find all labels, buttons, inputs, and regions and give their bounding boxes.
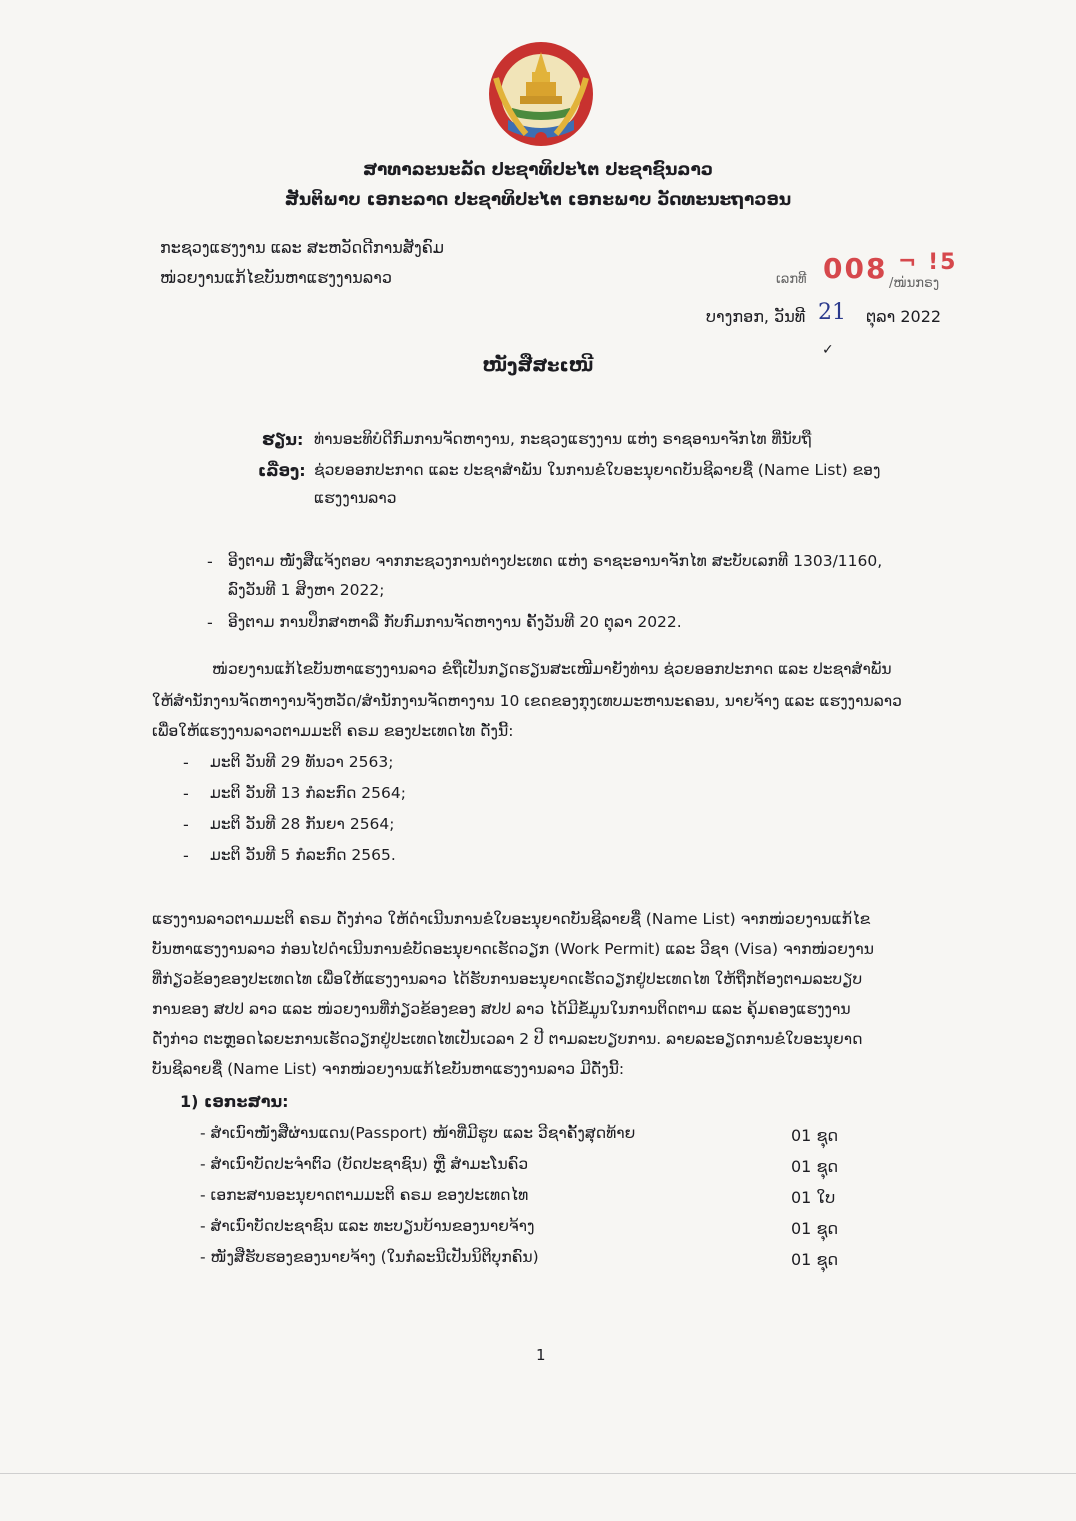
ref-number: 008 (823, 252, 888, 285)
page-number: 1 (536, 1346, 546, 1364)
paragraph2-line4: ການຂອງ ສປປ ລາວ ແລະ ໜ່ວຍງານທີ່ກ່ຽວຂ້ອງຂອງ ສປປ ລາວ ໄດ້ມີຂໍ້ມູນໃນການຕິດຕາມ ແລະ ຄຸ້ມຄອງແຮງງານ (152, 1000, 851, 1018)
date-prefix: ບາງກອກ, ວັນທີ (706, 307, 806, 326)
subject-label: ເລື່ອງ: (258, 461, 306, 480)
paragraph2-line2: ບັນຫາແຮງງານລາວ ກ່ອນໄປດຳເນີນການຂໍບັດອະນຸຍາດເຮັດວຽກ (Work Permit) ແລະ ວີຊາ (Visa) ຈາກໜ່ວຍງານ (152, 940, 874, 958)
document-qty-2: 01 ຊຸດ (791, 1157, 839, 1176)
resolution-1: ມະຕິ ວັນທີ 29 ທັນວາ 2563; (210, 753, 394, 771)
document-item-3: - ເອກະສານອະນຸຍາດຕາມມະຕິ ຄຣມ ຂອງປະເທດໄທ (200, 1186, 529, 1204)
national-header-line2: ສັນຕິພາບ ເອກະລາດ ປະຊາທິປະໄຕ ເອກະພາບ ວັດທະນະຖາວອນ (284, 190, 792, 210)
reference-1-line1: ອີງຕາມ ໜັງສືແຈ້ງຕອບ ຈາກກະຊວງການຕ່າງປະເທດ ແຫ່ງ ຣາຊະອານາຈັກໄທ ສະບັບເລກທີ 1303/1160, (228, 552, 883, 570)
scan-edge-line (0, 1473, 1076, 1474)
paragraph2-line6: ບັນຊີລາຍຊື່ (Name List) ຈາກໜ່ວຍງານແກ້ໄຂບັນຫາແຮງງານລາວ ມີດັ່ງນີ້: (152, 1060, 625, 1078)
document-item-2: - ສຳເນົາບັດປະຈຳຕົວ (ບັດປະຊາຊົນ) ຫຼື ສຳມະໂນຄົວ (200, 1155, 529, 1173)
document-qty-3: 01 ໃບ (791, 1188, 836, 1207)
bullet-dash: - (207, 613, 213, 632)
to-label: ຮຽນ: (262, 430, 304, 449)
paragraph2-line1: ແຮງງານລາວຕາມມະຕິ ຄຣມ ດັ່ງກ່າວ ໃຫ້ດຳເນີນການຂໍໃບອະນຸຍາດບັນຊີລາຍຊື່ (Name List) ຈາກໜ່ວຍງານແກ້ໄຂ (152, 910, 871, 928)
sender-ministry: ກະຊວງແຮງງານ ແລະ ສະຫວັດດີການສັງຄົມ (160, 238, 444, 257)
to-text: ທ່ານອະທິບໍດີກົມການຈັດຫາງານ, ກະຊວງແຮງງານ ແຫ່ງ ຣາຊອານາຈັກໄທ ທີ່ນັບຖື (314, 430, 812, 448)
ink-tick-mark: ✓ (822, 342, 834, 358)
paragraph1-line1: ໜ່ວຍງານແກ້ໄຂບັນຫາແຮງງານລາວ ຂໍຖືເປັນກຽດຮຽນສະເໜີມາຍັງທ່ານ ຊ່ວຍອອກປະກາດ ແລະ ປະຊາສຳພັນ (212, 660, 892, 678)
paragraph1-line3: ເພື່ອໃຫ້ແຮງງານລາວຕາມມະຕິ ຄຣມ ຂອງປະເທດໄທ ດັ່ງນີ້: (152, 722, 514, 740)
national-header-line1: ສາທາລະນະລັດ ປະຊາທິປະໄຕ ປະຊາຊົນລາວ (363, 160, 713, 180)
resolution-4: ມະຕິ ວັນທີ 5 ກໍລະກົດ 2565. (210, 846, 396, 864)
bullet-dash: - (183, 846, 189, 865)
date-month-year: ຕຸລາ 2022 (866, 307, 942, 326)
document-qty-4: 01 ຊຸດ (791, 1219, 839, 1238)
document-qty-1: 01 ຊຸດ (791, 1126, 839, 1145)
bullet-dash: - (207, 552, 213, 571)
reference-1-line2: ລົງວັນທີ 1 ສິງຫາ 2022; (228, 581, 385, 599)
paragraph1-line2: ໃຫ້ສຳນັກງານຈັດຫາງານຈັງຫວັດ/ສຳນັກງານຈັດຫາງານ 10 ເຂດຂອງກຸງເທບມະຫານະຄອນ, ນາຍຈ້າງ ແລະ ແຮງງານລາວ (152, 692, 902, 710)
reference-2-line1: ອີງຕາມ ການປຶກສາຫາລື ກັບກົມການຈັດຫາງານ ຄັ້ງວັນທີ 20 ຕຸລາ 2022. (228, 613, 682, 631)
date-day: 21 (818, 300, 846, 325)
document-item-5: - ໜັງສືຮັບຮອງຂອງນາຍຈ້າງ (ໃນກໍລະນີເປັນນິຕິບຸກຄົນ) (200, 1248, 539, 1266)
bullet-dash: - (183, 815, 189, 834)
ref-stamp-mark: ¬ !5 (898, 250, 958, 275)
document-item-1: - ສຳເນົາໜັງສືຜ່ານແດນ(Passport) ໜ້າທີ່ມີຮູບ ແລະ ວີຊາຄັ້ງສຸດທ້າຍ (200, 1124, 636, 1142)
resolution-2: ມະຕິ ວັນທີ 13 ກໍລະກົດ 2564; (210, 784, 406, 802)
ref-suffix: /ໜ່ນກຣງ (889, 276, 940, 291)
subject-line2: ແຮງງານລາວ (314, 489, 397, 507)
document-qty-5: 01 ຊຸດ (791, 1250, 839, 1269)
documents-heading: 1) ເອກະສານ: (180, 1092, 289, 1111)
lao-national-emblem (486, 38, 596, 150)
subject-line1: ຊ່ວຍອອກປະກາດ ແລະ ປະຊາສຳພັນ ໃນການຂໍໃບອະນຸຍາດບັນຊີລາຍຊື່ (Name List) ຂອງ (314, 461, 881, 479)
document-item-4: - ສຳເນົາບັດປະຊາຊົນ ແລະ ທະບຽນບ້ານຂອງນາຍຈ້າງ (200, 1217, 535, 1235)
bullet-dash: - (183, 753, 189, 772)
sender-unit: ໜ່ວຍງານແກ້ໄຂບັນຫາແຮງງານລາວ (160, 268, 392, 287)
resolution-3: ມະຕິ ວັນທີ 28 ກັນຍາ 2564; (210, 815, 395, 833)
paragraph2-line5: ດັ່ງກ່າວ ຕະຫຼອດໄລຍະການເຮັດວຽກຢູ່ປະເທດໄທເປັນເວລາ 2 ປີ ຕາມລະບຽບການ. ລາຍລະອຽດການຂໍໃບອະນຸຍາດ (152, 1030, 863, 1048)
paragraph2-line3: ທີ່ກ່ຽວຂ້ອງຂອງປະເທດໄທ ເພື່ອໃຫ້ແຮງງານລາວ ໄດ້ຮັບການອະນຸຍາດເຮັດວຽກຢູ່ປະເທດໄທ ໃຫ້ຖືກຕ້ອງຕາມລະບຽບ (152, 970, 863, 988)
bullet-dash: - (183, 784, 189, 803)
ref-label: ເລກທີ (776, 272, 807, 287)
document-title: ໜັງສືສະເໜີ (482, 355, 594, 376)
